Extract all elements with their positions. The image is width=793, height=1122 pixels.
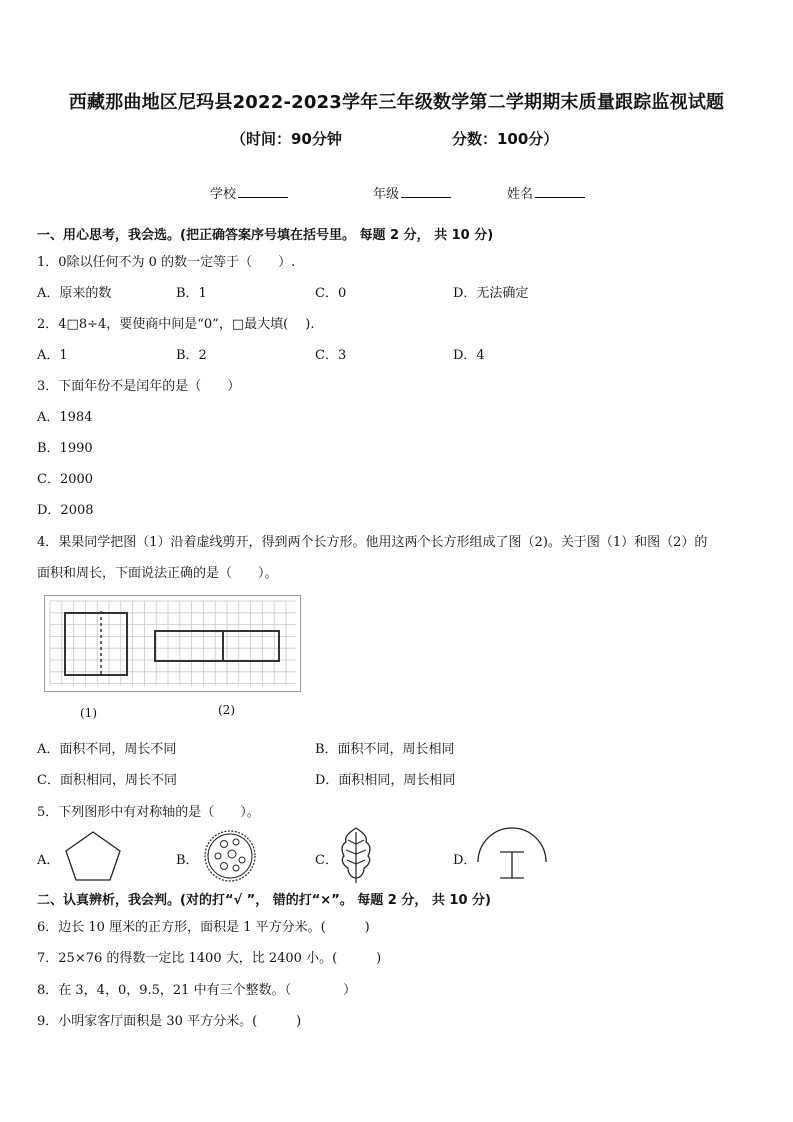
- question-4-option-d[interactable]: D．面积相同，周长相同: [315, 773, 456, 788]
- leaf-icon[interactable]: [338, 826, 374, 884]
- exam-time: （时间：90分钟: [231, 130, 342, 148]
- school-field[interactable]: [210, 183, 288, 202]
- question-1-option-d[interactable]: D．无法确定: [453, 286, 529, 301]
- question-4-option-c[interactable]: C．面积相同，周长不同: [37, 773, 177, 788]
- question-3-option-c[interactable]: C．2000: [37, 472, 94, 487]
- question-5-option-a-label[interactable]: A．: [37, 853, 60, 868]
- question-1-option-b[interactable]: B．1: [176, 286, 207, 301]
- cookie-icon[interactable]: [202, 828, 258, 884]
- grade-blank[interactable]: [401, 185, 451, 198]
- figure-2-label: (2): [218, 703, 235, 717]
- name-blank[interactable]: [535, 185, 585, 198]
- question-5-option-c-label[interactable]: C．: [315, 853, 338, 868]
- figure-1-label: (1): [80, 706, 97, 720]
- name-label: 姓名: [507, 187, 534, 202]
- question-3-stem: 3．下面年份不是闰年的是（ ）: [37, 379, 241, 394]
- pentagon-icon[interactable]: [64, 830, 122, 882]
- question-3-option-b[interactable]: B．1990: [37, 441, 93, 456]
- question-6[interactable]: 6．边长 10 厘米的正方形，面积是 1 平方分米。( ): [37, 920, 370, 935]
- name-field[interactable]: [507, 183, 585, 202]
- arch-icon[interactable]: [476, 826, 548, 882]
- question-2-option-c[interactable]: C．3: [315, 348, 347, 363]
- section-1-heading: 一、用心思考，我会选。(把正确答案序号填在括号里。 每题 2 分， 共 10 分): [37, 228, 494, 243]
- question-5-stem: 5．下列图形中有对称轴的是（ ）。: [37, 805, 260, 820]
- question-4-figure: [44, 595, 302, 693]
- question-3-option-a[interactable]: A．1984: [37, 410, 93, 425]
- question-2-option-a[interactable]: A．1: [37, 348, 68, 363]
- question-4-stem-line-2: 面积和周长，下面说法正确的是（ ）。: [37, 566, 278, 581]
- question-4-option-a[interactable]: A．面积不同，周长不同: [37, 742, 177, 757]
- page-title: 西藏那曲地区尼玛县2022-2023学年三年级数学第二学期期末质量跟踪监视试题: [68, 92, 725, 113]
- question-4-option-b[interactable]: B．面积不同，周长相同: [315, 742, 455, 757]
- question-9[interactable]: 9．小明家客厅面积是 30 平方分米。( ): [37, 1014, 302, 1029]
- question-7[interactable]: 7．25×76 的得数一定比 1400 大，比 2400 小。( ): [37, 951, 382, 966]
- grade-label: 年级: [373, 187, 400, 202]
- question-2-option-b[interactable]: B．2: [176, 348, 207, 363]
- question-8[interactable]: 8．在 3，4，0，9.5，21 中有三个整数。（ ）: [37, 983, 357, 998]
- question-1-option-a[interactable]: A．原来的数: [37, 286, 112, 301]
- question-1-stem: 1．0除以任何不为 0 的数一定等于（ ）.: [37, 255, 296, 270]
- question-2-option-d[interactable]: D．4: [453, 348, 485, 363]
- school-label: 学校: [210, 187, 237, 202]
- question-1-option-c[interactable]: C．0: [315, 286, 347, 301]
- school-blank[interactable]: [238, 185, 288, 198]
- question-4-stem-line-1: 4．果果同学把图（1）沿着虚线剪开，得到两个长方形。他用这两个长方形组成了图（2)。关于图（1）和图（2）的: [37, 535, 708, 550]
- exam-score: 分数：100分）: [452, 130, 559, 148]
- question-5-option-b-label[interactable]: B．: [176, 853, 199, 868]
- question-2-stem: 2．4□8÷4，要使商中间是“0”，□最大填( ).: [37, 317, 315, 332]
- question-5-option-d-label[interactable]: D．: [453, 853, 477, 868]
- section-2-heading: 二、认真辨析，我会判。(对的打“√ ”， 错的打“×”。 每题 2 分， 共 10 分): [37, 893, 491, 908]
- question-3-option-d[interactable]: D．2008: [37, 503, 94, 518]
- grade-field[interactable]: [373, 183, 451, 202]
